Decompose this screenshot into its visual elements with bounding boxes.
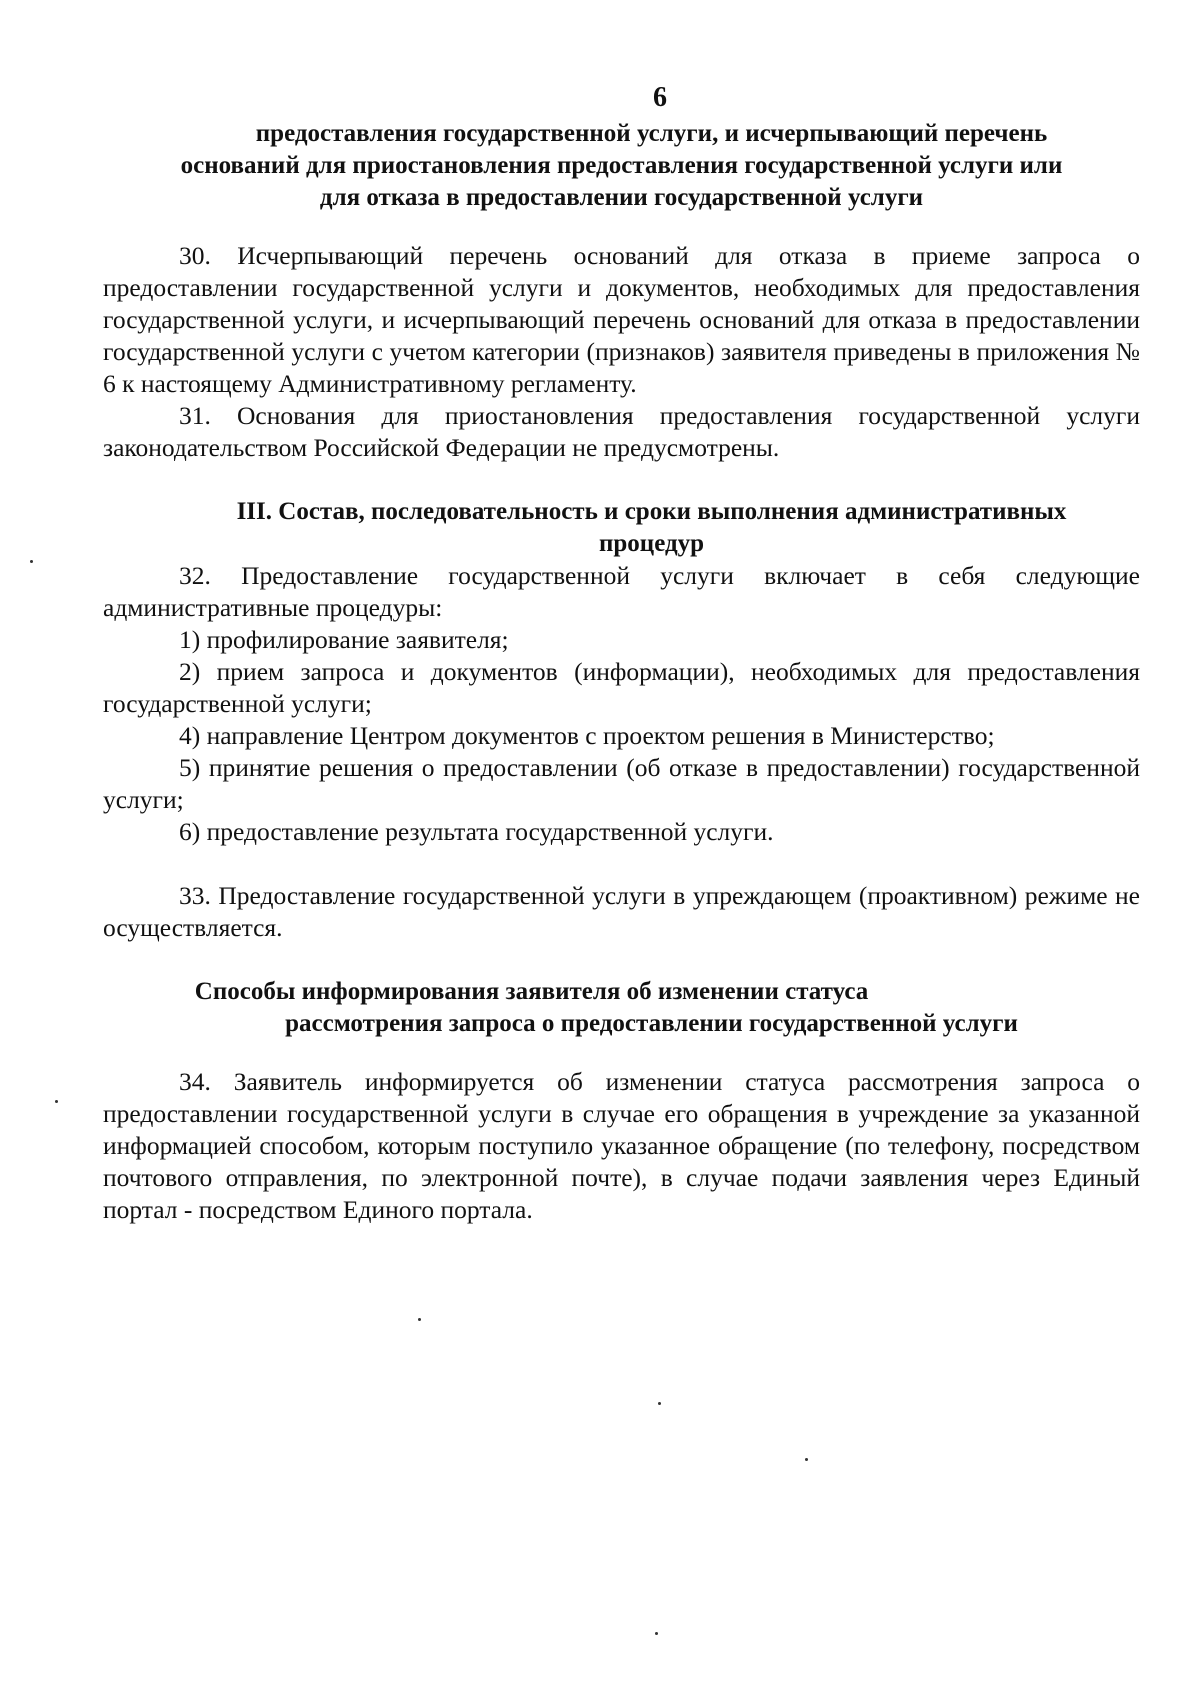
page-number: 6 xyxy=(653,82,667,113)
spacer xyxy=(103,1040,1140,1066)
spacer xyxy=(103,848,1140,880)
list-item: 2) прием запроса и документов (информации), необходимых для предоставления государственной услуги; xyxy=(103,657,1140,718)
scan-speck xyxy=(30,560,33,563)
scan-speck xyxy=(805,1458,808,1461)
spacer xyxy=(103,464,1140,496)
heading-line: Способы информирования заявителя об изменении статуса xyxy=(194,978,869,1005)
scan-speck xyxy=(418,1318,421,1321)
heading-line: предоставления государственной услуги, и исчерпывающий перечень xyxy=(255,120,1048,147)
paragraph-33: 33. Предоставление государственной услуги в упреждающем (проактивном) режиме не осуществляется. xyxy=(103,881,1140,942)
list-item: 1) профилирование заявителя; xyxy=(179,625,509,654)
section-heading-procedures xyxy=(103,496,1140,560)
list-item: 6) предоставление результата государственной услуги. xyxy=(179,817,774,846)
list-item: 4) направление Центром документов с проектом решения в Министерство; xyxy=(179,721,995,750)
heading-line: рассмотрения запроса о предоставлении государственной услуги xyxy=(285,1010,1018,1037)
heading-line: для отказа в предоставлении государственной услуги xyxy=(319,184,924,211)
heading-line: оснований для приостановления предоставления государственной услуги или xyxy=(180,152,1063,179)
spacer xyxy=(103,214,1140,240)
paragraph-34: 34. Заявитель информируется об изменении статуса рассмотрения запроса о предоставлении государственной услуги в случае его обращения в учреждение за указанной информацией способом, которым поступило указанное обращение (по телефону, посредством почтового отправления, по электронной почте), в случае подачи заявления через Единый портал - посредством Единого портала. xyxy=(103,1067,1140,1224)
document-body xyxy=(103,118,1140,1226)
scan-speck xyxy=(658,1402,661,1405)
heading-line: III. Состав, последовательность и сроки выполнения административных xyxy=(236,498,1067,525)
heading-line: процедур xyxy=(598,530,705,557)
paragraph-32: 32. Предоставление государственной услуги включает в себя следующие административные процедуры: xyxy=(103,561,1140,622)
paragraph-30: 30. Исчерпывающий перечень оснований для отказа в приеме запроса о предоставлении государственной услуги и документов, необходимых для предоставления государственной услуги, и исчерпывающий перечень оснований для отказа в предоставлении государственной услуги с учетом категории (признаков) заявителя приведены в приложения № 6 к настоящему Административному регламенту. xyxy=(103,241,1140,398)
section-heading-grounds xyxy=(103,118,1140,214)
spacer xyxy=(103,944,1140,976)
scan-speck xyxy=(55,1100,58,1103)
list-item: 5) принятие решения о предоставлении (об отказе в предоставлении) государственной услуги; xyxy=(103,753,1140,814)
paragraph-31: 31. Основания для приостановления предоставления государственной услуги законодательством Российской Федерации не предусмотрены. xyxy=(103,401,1140,462)
section-heading-informing xyxy=(103,976,1140,1040)
scan-speck xyxy=(655,1632,658,1635)
